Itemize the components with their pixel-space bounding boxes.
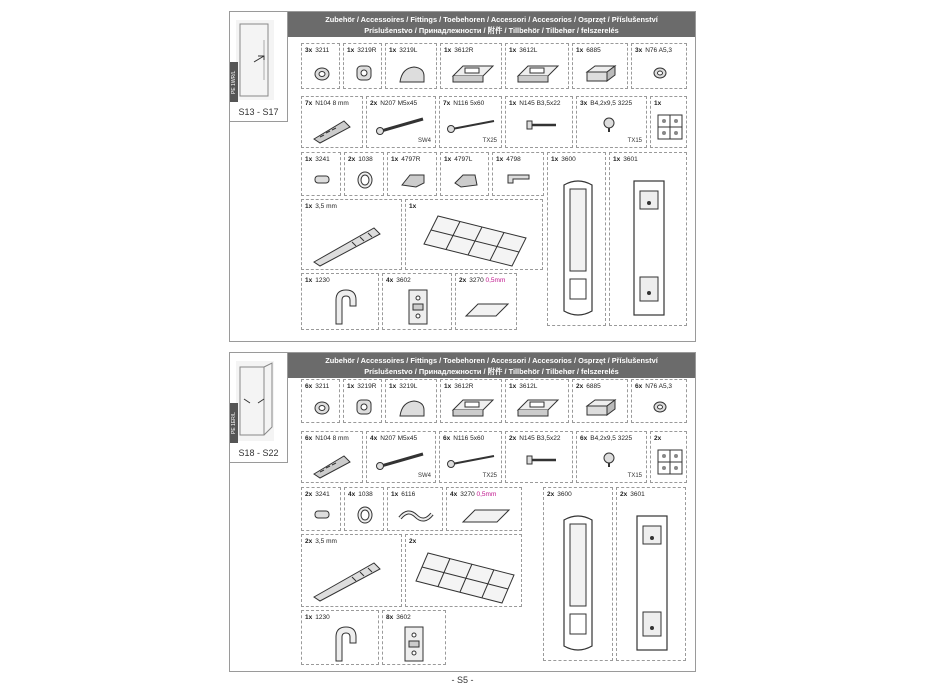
shim-icon [459, 502, 513, 528]
screw-icon [373, 448, 431, 470]
shower-door-thumbnail [236, 20, 274, 100]
header-line-2: Príslušenstvo / Принадлежности / 附件 / Tillbehör / Tilbehør / felszerelés [364, 367, 619, 376]
shower-door-icon [236, 20, 274, 100]
part-3602: 8x 3602 [382, 610, 446, 665]
size-range: S18 - S22 [238, 448, 279, 458]
part-3601: 2x 3601 [616, 487, 686, 661]
tile-pads-icon [410, 549, 520, 605]
end-cap-icon [396, 396, 428, 420]
washer-icon [312, 398, 332, 418]
adhesive-pads-icon [656, 111, 684, 143]
part-3241: 1x 3241 [301, 152, 341, 196]
part-4798: 1x 4798 [492, 152, 544, 196]
part-3211: 3x 3211 [301, 43, 340, 89]
part-3612r: 1x 3612R [440, 43, 502, 89]
foam-block-icon [583, 62, 619, 84]
wall-plug-icon [310, 446, 358, 480]
hook-icon [326, 286, 362, 328]
part-n207: 2x N207 M5x45 SW4 [366, 96, 436, 148]
screw-head-icon [599, 115, 619, 133]
part-3270: 2x 3270 0,5mm [455, 273, 517, 330]
part-1230: 1x 1230 [301, 273, 379, 330]
part-n104: 6x N104 8 mm [301, 431, 363, 483]
shower-corner-thumbnail [236, 361, 274, 441]
guide-bracket-icon [449, 392, 497, 420]
size-range: S13 - S17 [238, 107, 279, 117]
part-drill-bit: 2x 3,5 mm [301, 534, 402, 607]
part-drill-bit: 1x 3,5 mm [301, 199, 402, 270]
shim-icon [462, 294, 512, 324]
screw-head-icon [599, 450, 619, 468]
washer-icon [650, 398, 670, 416]
guide-bracket-icon [449, 58, 497, 86]
accessories-panel-s18-s22 [229, 352, 696, 672]
clip-icon [312, 506, 332, 522]
accessories-panel-s13-s17 [229, 11, 696, 342]
part-n76: 3x N76 A5,3 [631, 43, 687, 89]
side-tag: PE 1ER/L [230, 403, 238, 443]
end-cap-icon [396, 62, 428, 86]
screw-icon [373, 113, 431, 135]
screw-icon [444, 450, 500, 470]
header-line-1: Zubehör / Accessoires / Fittings / Toebehoren / Accessori / Accesorios / Osprzęt / Příslušenství [325, 356, 658, 365]
part-n104: 7x N104 8 mm [301, 96, 363, 148]
part-3211: 6x 3211 [301, 379, 340, 423]
adhesive-pads-icon [656, 446, 684, 478]
part-1038: 4x 1038 [344, 487, 384, 531]
part-3219r: 1x 3219R [343, 379, 382, 423]
handle-profile-icon [556, 510, 600, 656]
part-1230: 1x 1230 [301, 610, 379, 665]
part-3270: 4x 3270 0,5mm [446, 487, 522, 531]
part-6116: 1x 6116 [387, 487, 443, 531]
part-n116: 6x N116 5x60 TX25 [439, 431, 502, 483]
washer-icon [312, 64, 332, 84]
part-6885: 2x 6885 [572, 379, 628, 423]
part-grid-pad: 2x [650, 431, 687, 483]
side-tag: PE 1WR/L [230, 62, 238, 102]
header-line-1: Zubehör / Accessoires / Fittings / Toebehoren / Accessori / Accesorios / Osprzęt / Příslušenství [325, 15, 658, 24]
part-3612l: 1x 3612L [505, 379, 569, 423]
part-n76: 6x N76 A5,3 [631, 379, 687, 423]
drill-bit-icon [308, 216, 398, 268]
part-3241: 2x 3241 [301, 487, 341, 531]
end-cap-icon [398, 169, 428, 191]
panel-header [288, 12, 695, 37]
screw-icon [524, 117, 560, 133]
part-3612r: 1x 3612R [440, 379, 502, 423]
part-3600: 2x 3600 [543, 487, 613, 661]
handle-bracket-icon [624, 175, 674, 321]
handle-bracket-icon [627, 510, 677, 656]
screw-icon [524, 452, 560, 468]
hook-icon [326, 623, 362, 665]
seal-profile-icon [396, 504, 436, 526]
cap-icon [354, 396, 374, 418]
tile-pads-icon [416, 212, 536, 268]
part-6885: 1x 6885 [572, 43, 628, 89]
page-number: - S5 - [451, 675, 474, 685]
part-3601: 1x 3601 [609, 152, 687, 326]
part-b42: 6x B4,2x9,5 3225 TX15 [576, 431, 647, 483]
part-grid-pad: 1x [650, 96, 687, 148]
part-tile-sheet: 2x [405, 534, 522, 607]
part-n145: 2x N145 B3,5x22 [505, 431, 573, 483]
part-1038: 2x 1038 [344, 152, 384, 196]
part-3219r: 1x 3219R [343, 43, 382, 89]
end-cap-icon [451, 169, 481, 191]
foam-block-icon [583, 396, 619, 418]
clip-icon [312, 171, 332, 187]
part-4797r: 1x 4797R [387, 152, 437, 196]
side-illustration [230, 12, 288, 122]
part-3219l: 1x 3219L [385, 379, 437, 423]
ring-icon [355, 169, 375, 191]
guide-bracket-icon [514, 58, 562, 86]
side-illustration [230, 353, 288, 463]
clip-icon [505, 171, 533, 187]
part-3600: 1x 3600 [547, 152, 606, 326]
part-3612l: 1x 3612L [505, 43, 569, 89]
part-3219l: 1x 3219L [385, 43, 437, 89]
wall-plug-icon [310, 111, 358, 145]
washer-icon [650, 64, 670, 82]
cap-icon [354, 62, 374, 84]
screw-icon [444, 115, 500, 135]
shower-corner-icon [236, 361, 274, 441]
handle-profile-icon [556, 175, 600, 321]
part-n207: 4x N207 M5x45 SW4 [366, 431, 436, 483]
drill-bit-icon [308, 551, 398, 605]
part-n145: 1x N145 B3,5x22 [505, 96, 573, 148]
part-b42: 3x B4,2x9,5 3225 TX15 [576, 96, 647, 148]
ring-icon [355, 504, 375, 526]
guide-bracket-icon [514, 392, 562, 420]
part-tile-sheet: 1x [405, 199, 543, 270]
part-n116: 7x N116 5x60 TX25 [439, 96, 502, 148]
part-3602: 4x 3602 [382, 273, 452, 330]
mounting-plate-icon [403, 286, 435, 328]
mounting-plate-icon [399, 623, 431, 665]
panel-header [288, 353, 695, 378]
header-line-2: Príslušenstvo / Принадлежности / 附件 / Tillbehör / Tilbehør / felszerelés [364, 26, 619, 35]
part-4797l: 1x 4797L [440, 152, 489, 196]
